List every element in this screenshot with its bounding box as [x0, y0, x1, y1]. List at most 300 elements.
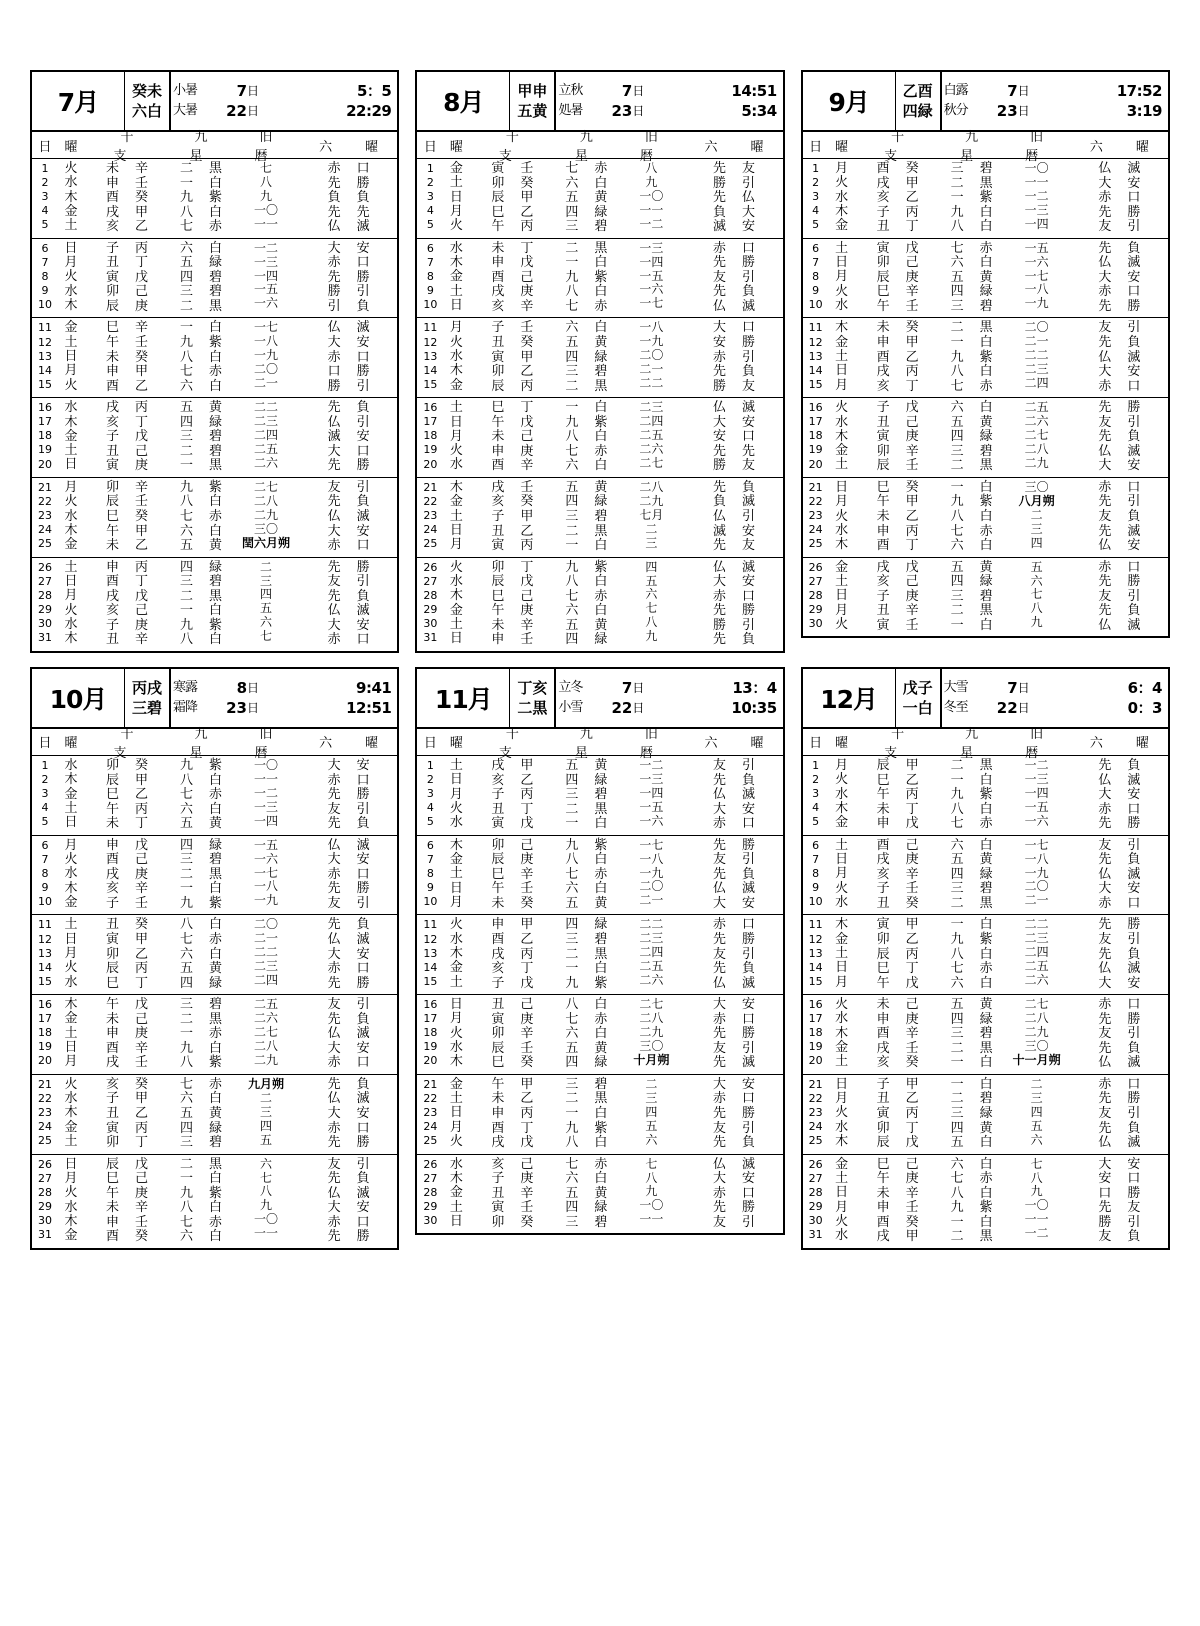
rokuyo-cell [300, 242, 397, 315]
rokuyo-col-a [1098, 242, 1111, 315]
nine-star-color: 赤 [209, 1076, 223, 1092]
day-number: 28 [423, 588, 438, 602]
rokuyo-char-b: 安 [1127, 269, 1141, 285]
rokuyo-char-b: 引 [741, 509, 755, 525]
rokuyo-col-a [1098, 1158, 1111, 1245]
month-header [415, 667, 784, 729]
day-number: 31 [38, 631, 52, 645]
kanshi-branch: 子 [105, 429, 119, 445]
month-nine-star: 六白 [131, 102, 162, 120]
rokuyo-cell [300, 481, 397, 554]
day-group [417, 239, 782, 319]
nine-star-color-col [980, 1078, 993, 1151]
kanshi-branch: 子 [105, 1091, 119, 1107]
rokuyo-char-a: 先 [327, 458, 341, 474]
kanshi-branch: 午 [105, 335, 119, 351]
solar-terms [942, 669, 1168, 727]
kanshi-branch: 子 [491, 509, 505, 525]
oldcal-date: 二二 [639, 376, 664, 391]
day-number: 29 [423, 602, 438, 616]
nine-star-number: 二 [179, 1156, 193, 1172]
kanshi-branch-col [491, 998, 504, 1071]
rokuyo-char-b: 安 [741, 1171, 755, 1187]
rokuyo-char-b: 滅 [356, 219, 370, 235]
day-number: 26 [808, 1157, 823, 1171]
rokuyo-char-b: 安 [1127, 175, 1141, 191]
nine-star-pair [180, 162, 222, 235]
kanshi-branch: 亥 [105, 1076, 119, 1092]
rokuyo-char-a: 友 [1098, 320, 1112, 336]
kanshi-stem: 辛 [520, 1185, 534, 1201]
kanshi-pair [469, 839, 555, 912]
column-header-star: 九 星 [960, 726, 1012, 761]
kanshi-pair [855, 561, 941, 634]
column-header-oldcal: 旧 暦 [639, 726, 691, 761]
day-numbers [32, 242, 58, 315]
kanshi-branch: 亥 [105, 414, 119, 430]
kanshi-stem: 丙 [905, 364, 919, 380]
weekday: 水 [835, 522, 849, 538]
solar-term-row [944, 81, 1166, 101]
rokuyo-char-a: 先 [1098, 757, 1112, 773]
rokuyo-char-a: 仏 [712, 787, 726, 803]
rokuyo-char-b: 負 [356, 1076, 370, 1092]
kanshi-stem: 甲 [520, 917, 534, 933]
nine-star-number: 九 [950, 494, 964, 510]
oldcal-date: 二一 [639, 362, 664, 377]
nine-star-number: 五 [950, 1135, 964, 1151]
nine-star-color: 白 [209, 1229, 223, 1245]
rokuyo-char-a: 先 [327, 400, 341, 416]
nine-star-cell [555, 839, 617, 912]
kanshi-stem: 壬 [905, 1200, 919, 1216]
nine-star-color-col [594, 1158, 607, 1231]
month-body [801, 756, 1170, 1250]
rokuyo-char-a: 赤 [327, 1120, 341, 1136]
kanshi-stem-col [906, 401, 919, 474]
rokuyo-char-a: 友 [712, 852, 726, 868]
weekday: 日 [835, 851, 849, 867]
nine-star-pair [180, 759, 222, 832]
kanshi-branch: 未 [491, 895, 505, 911]
column-header-weekday: 曜 [835, 736, 849, 752]
rokuyo-char-a: 赤 [327, 161, 341, 176]
rokuyo-cell [685, 481, 782, 554]
nine-star-color: 黒 [209, 866, 223, 882]
nine-star-number: 五 [565, 190, 579, 206]
solar-term-time: 12:51 [346, 698, 392, 717]
day-group [803, 995, 1168, 1075]
nine-star-number: 七 [179, 787, 193, 803]
kanshi-stem: 甲 [905, 1076, 919, 1092]
oldcal-date: 二 [259, 559, 272, 574]
day-number: 28 [808, 588, 823, 602]
rokuyo-char-b: 口 [1127, 190, 1141, 206]
nine-star-number: 二 [950, 757, 964, 773]
oldcal-date: 一〇 [1024, 161, 1049, 175]
kanshi-branch: 子 [876, 881, 890, 897]
rokuyo-char-b: 引 [1127, 588, 1141, 604]
day-number: 22 [423, 495, 438, 509]
rokuyo-char-a: 仏 [712, 1156, 726, 1172]
nine-star-number-col [951, 1078, 964, 1151]
kanshi-stem: 丁 [135, 1135, 149, 1151]
weekday: 水 [64, 757, 78, 773]
column-header-star: 九 星 [574, 726, 626, 761]
kanshi-stem-col [135, 839, 148, 912]
rokuyo-char-b: 引 [741, 852, 755, 868]
oldcal-date: 二五 [1024, 400, 1049, 415]
day-numbers [417, 998, 443, 1071]
oldcal-date: 一七 [1024, 268, 1049, 283]
nine-star-color: 黄 [979, 269, 993, 285]
day-number: 1 [426, 758, 434, 772]
rokuyo-char-b: 滅 [356, 1026, 370, 1042]
kanshi-stem: 丁 [905, 1120, 919, 1136]
nine-star-color: 紫 [979, 1200, 993, 1216]
kanshi-stem: 己 [135, 1011, 149, 1027]
weekday: 金 [835, 218, 849, 234]
day-number: 24 [423, 1120, 438, 1134]
nine-star-color: 赤 [979, 378, 993, 394]
kanshi-stem: 戊 [520, 414, 534, 430]
day-number: 14 [423, 363, 438, 377]
nine-star-color: 黒 [979, 1040, 993, 1056]
rokuyo-cell [1071, 1078, 1168, 1151]
rokuyo-char-a: 先 [327, 204, 341, 220]
rokuyo-char-b: 負 [1127, 240, 1141, 256]
kanshi-cell [855, 321, 941, 394]
weekdays [58, 162, 84, 235]
weekday: 月 [835, 1091, 849, 1107]
kanshi-branch: 酉 [491, 931, 505, 947]
rokuyo-cell [685, 998, 782, 1071]
nine-star-number: 四 [950, 866, 964, 882]
weekday: 火 [449, 800, 463, 816]
rokuyo-char-a: 赤 [712, 816, 726, 832]
nine-star-color: 碧 [209, 997, 223, 1013]
nine-star-number: 七 [565, 161, 579, 176]
rokuyo-pair [1098, 561, 1140, 634]
oldcal-date: 二 [645, 1076, 658, 1091]
nine-star-pair [565, 561, 607, 648]
oldcal-date: 八月朔 [1018, 493, 1055, 508]
rokuyo-cell [685, 759, 782, 832]
day-number: 15 [423, 974, 438, 988]
kanshi-branch: 亥 [491, 772, 505, 788]
rokuyo-col-a [1098, 998, 1111, 1071]
day-number: 27 [808, 574, 823, 588]
rokuyo-char-a: 仏 [712, 298, 726, 314]
oldcal-date: 四 [259, 587, 272, 602]
oldcal-date: 一三 [639, 240, 664, 255]
rokuyo-char-b: 勝 [741, 1200, 755, 1216]
nine-star-color: 白 [979, 219, 993, 235]
rokuyo-char-a: 勝 [712, 378, 726, 394]
day-number: 18 [808, 429, 823, 443]
oldcal-cell [1003, 242, 1071, 315]
solar-term-day-label: 日 [632, 700, 645, 715]
day-group [417, 1155, 782, 1234]
nine-star-color: 碧 [594, 1214, 608, 1230]
kanshi-stem: 壬 [905, 1040, 919, 1056]
nine-star-color: 碧 [594, 931, 608, 947]
nine-star-color-col [209, 1078, 222, 1151]
nine-star-cell [941, 839, 1003, 912]
rokuyo-char-a: 大 [327, 523, 341, 539]
day-number: 16 [423, 401, 438, 415]
weekday: 金 [835, 334, 849, 350]
nine-star-color: 紫 [594, 837, 608, 853]
weekday: 月 [64, 1054, 78, 1070]
solar-term-row [558, 81, 780, 101]
rokuyo-cell [685, 918, 782, 991]
rokuyo-char-b: 安 [356, 1200, 370, 1216]
weekday: 土 [449, 400, 463, 416]
nine-star-number: 八 [565, 574, 579, 590]
rokuyo-char-a: 先 [712, 190, 726, 206]
kanshi-stem: 甲 [135, 1091, 149, 1107]
day-number: 18 [423, 429, 438, 443]
rokuyo-char-b: 滅 [741, 400, 755, 416]
kanshi-branch-col [491, 481, 504, 554]
column-header [801, 726, 1170, 761]
solar-term-name: 小暑 [173, 83, 198, 99]
column-header-rokuyo: 六 曜 [704, 139, 774, 155]
kanshi-branch-col [106, 162, 119, 235]
nine-star-number: 一 [179, 1171, 193, 1187]
rokuyo-char-a: 赤 [1098, 378, 1112, 394]
nine-star-color: 黄 [594, 757, 608, 773]
day-numbers [803, 759, 829, 832]
rokuyo-char-b: 勝 [741, 603, 755, 619]
nine-star-color: 紫 [209, 1185, 223, 1201]
rokuyo-char-a: 先 [712, 772, 726, 788]
rokuyo-char-a: 先 [1098, 603, 1112, 619]
kanshi-branch: 亥 [491, 298, 505, 314]
rokuyo-char-b: 負 [1127, 946, 1141, 962]
rokuyo-char-b: 先 [741, 443, 755, 459]
rokuyo-char-a: 先 [712, 603, 726, 619]
nine-star-number: 五 [950, 269, 964, 285]
nine-star-color: 白 [979, 772, 993, 788]
rokuyo-col-a [328, 998, 341, 1071]
day-number: 2 [812, 773, 820, 787]
nine-star-color: 黒 [209, 458, 223, 474]
nine-star-color: 黄 [979, 1120, 993, 1136]
kanshi-cell [84, 1158, 170, 1245]
rokuyo-col-b [1127, 998, 1140, 1071]
day-number: 18 [423, 1026, 438, 1040]
rokuyo-char-a: 先 [712, 1135, 726, 1151]
kanshi-branch: 寅 [876, 240, 890, 256]
kanshi-stem: 己 [520, 837, 534, 853]
day-numbers [32, 401, 58, 474]
day-number: 9 [426, 283, 434, 297]
kanshi-stem-col [520, 759, 533, 832]
rokuyo-char-b: 滅 [356, 603, 370, 619]
nine-star-number: 一 [565, 961, 579, 977]
rokuyo-cell [1071, 759, 1168, 832]
nine-star-color: 赤 [979, 240, 993, 256]
solar-term-name: 寒露 [173, 680, 198, 696]
oldcal-cell [1003, 839, 1071, 912]
kanshi-branch: 寅 [491, 538, 505, 554]
weekday: 日 [64, 349, 78, 365]
month-nine-star: 一白 [902, 698, 933, 717]
nine-star-number: 九 [950, 787, 964, 803]
nine-star-color: 黄 [979, 414, 993, 430]
rokuyo-char-a: 負 [327, 190, 341, 206]
nine-star-color-col [209, 918, 222, 991]
kanshi-cell [84, 401, 170, 474]
nine-star-cell [170, 481, 232, 554]
oldcal-date: 八 [1030, 601, 1043, 616]
oldcal-date: 六 [645, 587, 658, 602]
rokuyo-char-a: 先 [1098, 335, 1112, 351]
nine-star-pair [951, 759, 993, 832]
kanshi-stem: 庚 [135, 1026, 149, 1042]
rokuyo-char-a: 先 [327, 1076, 341, 1092]
kanshi-stem: 壬 [135, 335, 149, 351]
kanshi-branch: 卯 [491, 559, 505, 575]
kanshi-branch: 申 [105, 364, 119, 380]
kanshi-branch-col [491, 918, 504, 991]
rokuyo-char-b: 安 [1127, 538, 1141, 554]
nine-star-number: 四 [179, 414, 193, 430]
rokuyo-pair [713, 561, 755, 648]
oldcal-date: 一五 [253, 837, 278, 852]
kanshi-stem-col [906, 561, 919, 634]
rokuyo-pair [328, 759, 370, 832]
rokuyo-col-b [357, 1078, 370, 1151]
day-number: 21 [38, 480, 52, 494]
nine-star-color: 赤 [594, 161, 608, 176]
rokuyo-char-a: 先 [1098, 1200, 1112, 1216]
day-number: 10 [423, 298, 438, 312]
kanshi-stem: 己 [905, 255, 919, 271]
kanshi-stem: 丙 [905, 523, 919, 539]
kanshi-stem: 乙 [135, 219, 149, 235]
kanshi-stem: 己 [905, 574, 919, 590]
weekday: 土 [449, 175, 463, 191]
weekday: 土 [64, 1134, 78, 1150]
nine-star-number-col [180, 481, 193, 554]
day-group [32, 756, 397, 836]
rokuyo-col-b [357, 918, 370, 991]
kanshi-cell [84, 561, 170, 648]
weekday: 日 [449, 880, 463, 896]
rokuyo-char-b: 滅 [356, 931, 370, 947]
nine-star-color-col [980, 321, 993, 394]
rokuyo-char-b: 安 [356, 240, 370, 256]
day-number: 17 [808, 1012, 823, 1026]
rokuyo-col-a [1098, 561, 1111, 634]
nine-star-color: 赤 [209, 509, 223, 525]
kanshi-stem-col [135, 918, 148, 991]
oldcal-date: 一二 [253, 785, 278, 800]
rokuyo-char-a: 先 [327, 559, 341, 575]
nine-star-number: 五 [179, 400, 193, 416]
kanshi-branch: 寅 [491, 161, 505, 176]
nine-star-color: 白 [979, 837, 993, 853]
weekday: 木 [835, 428, 849, 444]
nine-star-color: 紫 [209, 617, 223, 633]
kanshi-pair [855, 1078, 941, 1151]
kanshi-stem: 戊 [905, 240, 919, 256]
nine-star-number: 三 [565, 509, 579, 525]
oldcal-date: 五 [1030, 1118, 1043, 1133]
solar-term-row [944, 698, 1166, 718]
oldcal-date: 二 [645, 521, 658, 536]
nine-star-color: 黄 [594, 1040, 608, 1056]
nine-star-number: 一 [179, 320, 193, 336]
rokuyo-char-b: 口 [356, 1120, 370, 1136]
rokuyo-pair [1098, 998, 1140, 1071]
rokuyo-char-b: 引 [356, 895, 370, 911]
nine-star-color: 碧 [594, 219, 608, 235]
weekday: 月 [64, 837, 78, 853]
weekday: 木 [449, 1054, 463, 1070]
day-number: 25 [423, 1134, 438, 1148]
rokuyo-char-a: 仏 [327, 219, 341, 235]
nine-star-number: 七 [950, 240, 964, 256]
rokuyo-char-a: 仏 [1098, 349, 1112, 365]
kanshi-stem: 辛 [905, 1026, 919, 1042]
kanshi-branch-col [106, 561, 119, 648]
nine-star-cell [170, 561, 232, 648]
month-header [30, 667, 399, 729]
rokuyo-char-a: 友 [712, 1214, 726, 1230]
rokuyo-char-a: 先 [1098, 852, 1112, 868]
rokuyo-char-b: 負 [741, 632, 755, 648]
day-number: 19 [423, 1040, 438, 1054]
rokuyo-char-a: 先 [1098, 1011, 1112, 1027]
day-group [32, 318, 397, 398]
nine-star-number-col [180, 561, 193, 648]
nine-star-number-col [951, 481, 964, 554]
rokuyo-col-b [357, 401, 370, 474]
oldcal-date: 九 [645, 629, 658, 644]
kanshi-pair [84, 839, 170, 912]
kanshi-branch: 酉 [105, 574, 119, 590]
kanshi-branch-col [106, 1158, 119, 1245]
oldcal-date: 二九 [253, 1052, 278, 1067]
day-number: 1 [41, 162, 49, 175]
nine-star-color-col [209, 242, 222, 315]
oldcal-date: 一九 [253, 348, 278, 363]
kanshi-branch: 申 [876, 335, 890, 351]
rokuyo-cell [1071, 998, 1168, 1071]
nine-star-number: 一 [950, 1055, 964, 1071]
rokuyo-char-b: 口 [741, 588, 755, 604]
rokuyo-cell [300, 918, 397, 991]
kanshi-stem-col [520, 321, 533, 394]
nine-star-pair [180, 1078, 222, 1151]
nine-star-number: 二 [950, 175, 964, 191]
rokuyo-char-b: 安 [356, 757, 370, 773]
nine-star-number: 六 [179, 378, 193, 394]
weekday: 木 [449, 946, 463, 962]
kanshi-branch-col [106, 242, 119, 315]
kanshi-stem: 壬 [520, 479, 534, 495]
nine-star-color: 白 [594, 538, 608, 554]
weekdays [443, 998, 469, 1071]
nine-star-color: 白 [979, 1055, 993, 1071]
kanshi-stem: 庚 [135, 458, 149, 474]
rokuyo-pair [1098, 1158, 1140, 1245]
day-numbers [417, 481, 443, 554]
